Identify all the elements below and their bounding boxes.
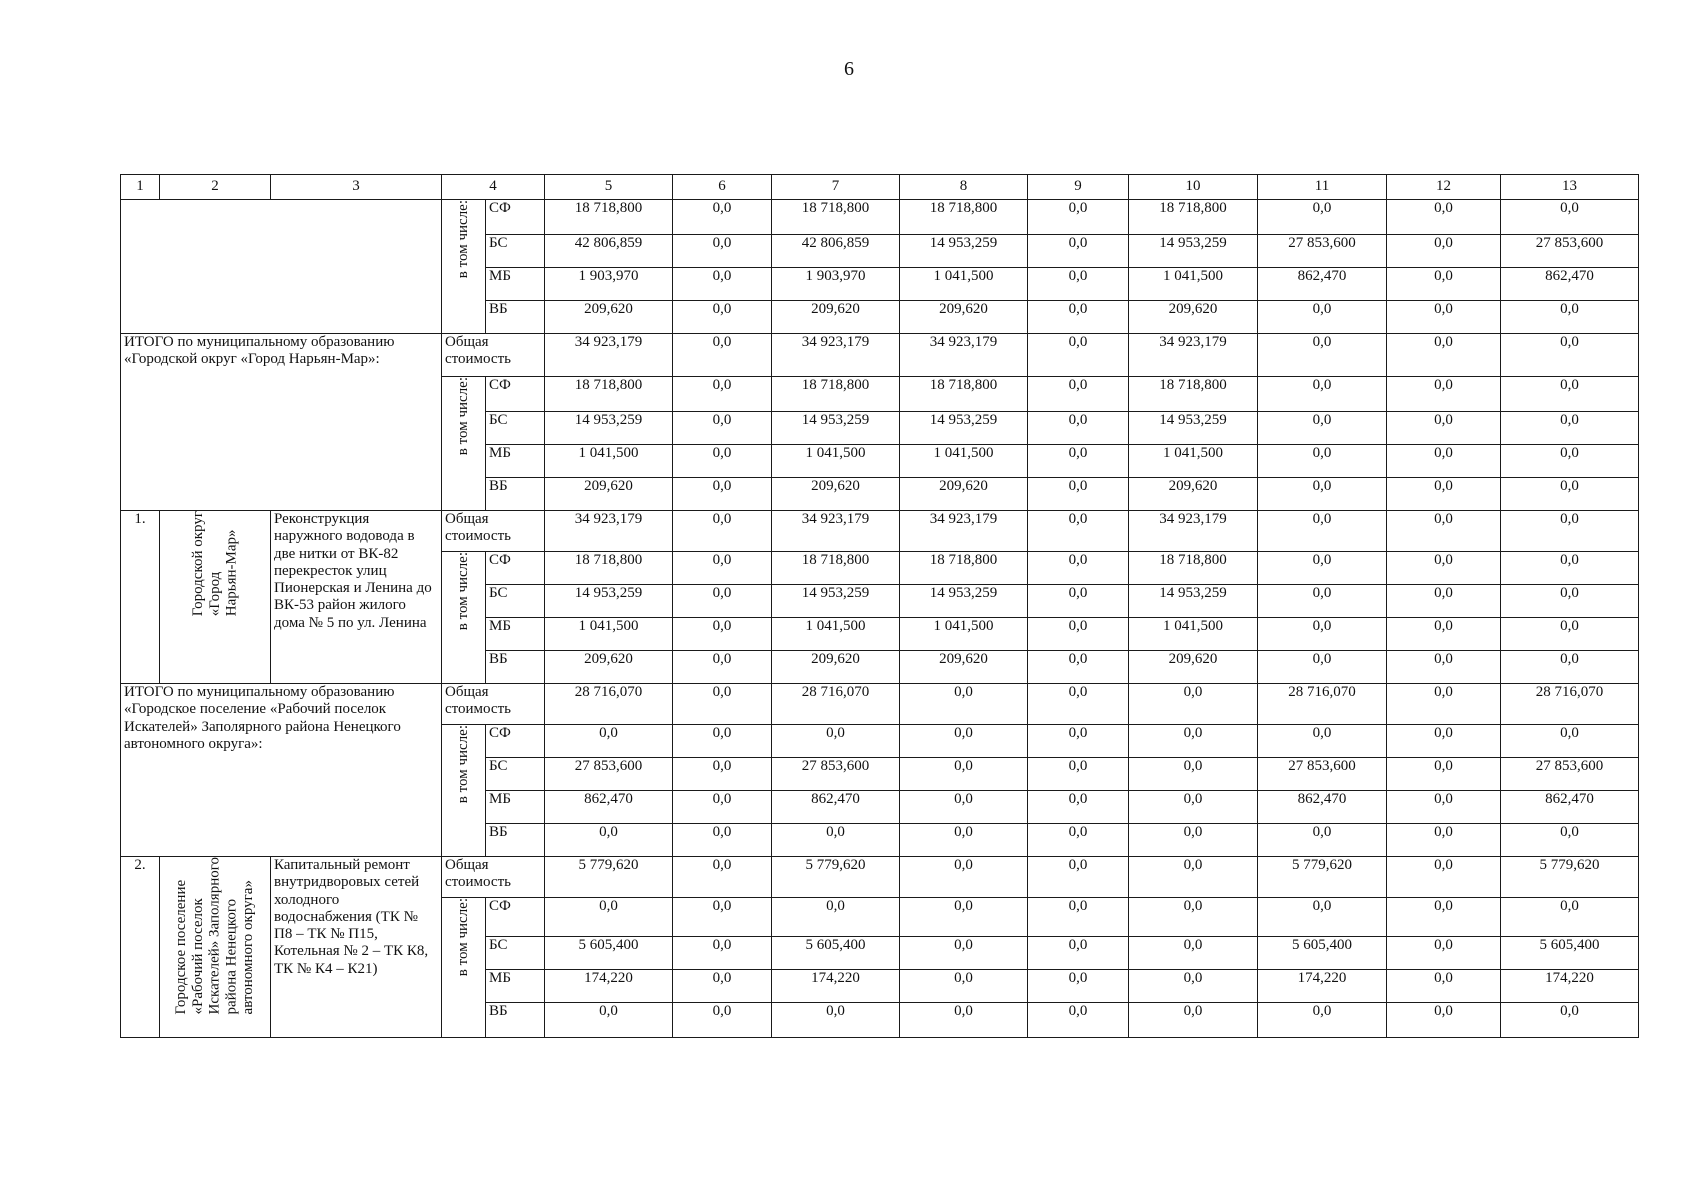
total-cost-label: Общая стоимость [442, 857, 545, 898]
value-cell: 0,0 [1028, 970, 1129, 1003]
municipality-label: Городской округ «Город Нарьян-Мар» [160, 511, 271, 684]
value-cell: 0,0 [673, 585, 772, 618]
value-cell: 0,0 [1028, 552, 1129, 585]
value-cell: 209,620 [545, 478, 673, 511]
value-cell: 5 779,620 [1258, 857, 1387, 898]
value-cell: 862,470 [545, 791, 673, 824]
value-cell: 174,220 [1258, 970, 1387, 1003]
value-cell: 0,0 [1028, 791, 1129, 824]
value-cell: 0,0 [1387, 511, 1501, 552]
value-cell: 0,0 [673, 268, 772, 301]
value-cell: 14 953,259 [900, 585, 1028, 618]
value-cell: 0,0 [1501, 824, 1639, 857]
value-cell: 0,0 [1387, 235, 1501, 268]
value-cell: 5 779,620 [772, 857, 900, 898]
value-cell: 0,0 [1387, 651, 1501, 684]
value-cell: 0,0 [673, 937, 772, 970]
value-cell: 34 923,179 [900, 334, 1028, 377]
value-cell: 0,0 [1028, 684, 1129, 725]
value-cell: 1 041,500 [772, 445, 900, 478]
source-label: ВБ [486, 478, 545, 511]
value-cell: 0,0 [1501, 725, 1639, 758]
value-cell: 0,0 [1387, 970, 1501, 1003]
value-cell: 34 923,179 [900, 511, 1028, 552]
value-cell: 0,0 [1258, 585, 1387, 618]
value-cell: 0,0 [1387, 552, 1501, 585]
source-label: БС [486, 235, 545, 268]
value-cell: 18 718,800 [1129, 200, 1258, 235]
value-cell: 0,0 [1258, 445, 1387, 478]
value-cell: 174,220 [545, 970, 673, 1003]
value-cell: 209,620 [772, 478, 900, 511]
value-cell: 0,0 [1129, 970, 1258, 1003]
value-cell: 0,0 [900, 937, 1028, 970]
value-cell: 862,470 [1501, 791, 1639, 824]
value-cell: 0,0 [1028, 200, 1129, 235]
value-cell: 0,0 [1387, 585, 1501, 618]
source-label: СФ [486, 552, 545, 585]
value-cell: 0,0 [1028, 445, 1129, 478]
value-cell: 0,0 [1028, 511, 1129, 552]
value-cell: 0,0 [1028, 824, 1129, 857]
value-cell: 1 041,500 [772, 618, 900, 651]
total-cost-label: Общая стоимость [442, 684, 545, 725]
col-header: 7 [772, 175, 900, 200]
value-cell: 0,0 [1501, 478, 1639, 511]
value-cell: 209,620 [1129, 478, 1258, 511]
value-cell: 14 953,259 [545, 585, 673, 618]
value-cell: 0,0 [1258, 200, 1387, 235]
value-cell: 0,0 [1501, 200, 1639, 235]
value-cell: 34 923,179 [545, 511, 673, 552]
value-cell: 0,0 [673, 511, 772, 552]
value-cell: 18 718,800 [772, 200, 900, 235]
object-name: Реконструкция наружного водовода в две нитки от ВК-82 перекресток улиц Пионерская и Ленина до ВК-53 район жилого дома № 5 по ул. Ленина [271, 511, 442, 684]
col-header: 12 [1387, 175, 1501, 200]
table-row [121, 857, 1639, 898]
value-cell: 14 953,259 [900, 412, 1028, 445]
value-cell: 42 806,859 [772, 235, 900, 268]
value-cell: 1 041,500 [900, 618, 1028, 651]
value-cell: 34 923,179 [772, 511, 900, 552]
value-cell: 0,0 [673, 1003, 772, 1038]
value-cell: 0,0 [1258, 301, 1387, 334]
col-header: 3 [271, 175, 442, 200]
value-cell: 0,0 [673, 651, 772, 684]
value-cell: 5 605,400 [1258, 937, 1387, 970]
value-cell: 862,470 [1501, 268, 1639, 301]
value-cell: 0,0 [1028, 618, 1129, 651]
source-label: МБ [486, 268, 545, 301]
total-cost-label: Общая стоимость [442, 334, 545, 377]
value-cell: 0,0 [1129, 937, 1258, 970]
value-cell: 18 718,800 [1129, 552, 1258, 585]
value-cell: 0,0 [1387, 301, 1501, 334]
value-cell: 0,0 [673, 301, 772, 334]
value-cell: 0,0 [673, 857, 772, 898]
value-cell: 174,220 [772, 970, 900, 1003]
value-cell: 174,220 [1501, 970, 1639, 1003]
page-number: 6 [844, 58, 854, 80]
source-label: МБ [486, 791, 545, 824]
value-cell: 862,470 [772, 791, 900, 824]
value-cell: 1 903,970 [545, 268, 673, 301]
source-label: БС [486, 937, 545, 970]
col-header: 5 [545, 175, 673, 200]
value-cell: 0,0 [1028, 235, 1129, 268]
value-cell: 0,0 [1258, 334, 1387, 377]
source-label: ВБ [486, 824, 545, 857]
value-cell: 18 718,800 [545, 200, 673, 235]
value-cell: 0,0 [1028, 1003, 1129, 1038]
value-cell: 0,0 [1501, 585, 1639, 618]
value-cell: 18 718,800 [772, 377, 900, 412]
value-cell: 0,0 [673, 791, 772, 824]
value-cell: 0,0 [1258, 412, 1387, 445]
col-header: 4 [442, 175, 545, 200]
value-cell: 18 718,800 [900, 200, 1028, 235]
value-cell: 0,0 [1387, 412, 1501, 445]
value-cell: 0,0 [673, 377, 772, 412]
value-cell: 0,0 [673, 684, 772, 725]
value-cell: 0,0 [1501, 552, 1639, 585]
value-cell: 0,0 [1387, 334, 1501, 377]
in-that-number-label: в том числе: [442, 552, 486, 684]
value-cell: 0,0 [673, 725, 772, 758]
value-cell: 862,470 [1258, 268, 1387, 301]
table-row [121, 200, 1639, 235]
value-cell: 1 041,500 [545, 445, 673, 478]
value-cell: 0,0 [673, 412, 772, 445]
value-cell: 209,620 [1129, 301, 1258, 334]
value-cell: 0,0 [673, 758, 772, 791]
value-cell: 5 779,620 [1501, 857, 1639, 898]
value-cell: 0,0 [1501, 445, 1639, 478]
value-cell: 14 953,259 [772, 412, 900, 445]
source-label: СФ [486, 377, 545, 412]
value-cell: 0,0 [1028, 377, 1129, 412]
value-cell: 14 953,259 [545, 412, 673, 445]
value-cell: 27 853,600 [772, 758, 900, 791]
value-cell: 0,0 [1258, 618, 1387, 651]
municipality-label: Городское поселение «Рабочий поселок Искателей» Заполярного района Ненецкого автономного округа» [160, 857, 271, 1038]
value-cell: 0,0 [1258, 478, 1387, 511]
object-name: Капитальный ремонт внутридворовых сетей холодного водоснабжения (ТК № П8 – ТК № П15, Котельная № 2 – ТК К8, ТК № К4 – К21) [271, 857, 442, 1038]
value-cell: 209,620 [900, 651, 1028, 684]
value-cell: 34 923,179 [1129, 334, 1258, 377]
value-cell: 1 041,500 [1129, 618, 1258, 651]
value-cell: 0,0 [1028, 412, 1129, 445]
value-cell: 0,0 [1129, 725, 1258, 758]
value-cell: 0,0 [1387, 824, 1501, 857]
value-cell: 0,0 [1028, 478, 1129, 511]
value-cell: 0,0 [1258, 377, 1387, 412]
value-cell: 0,0 [1501, 1003, 1639, 1038]
value-cell: 18 718,800 [545, 552, 673, 585]
value-cell: 34 923,179 [545, 334, 673, 377]
value-cell: 0,0 [772, 824, 900, 857]
value-cell: 0,0 [1129, 684, 1258, 725]
value-cell: 34 923,179 [1129, 511, 1258, 552]
value-cell: 0,0 [1129, 898, 1258, 937]
value-cell: 209,620 [900, 301, 1028, 334]
col-header: 11 [1258, 175, 1387, 200]
value-cell: 0,0 [1129, 758, 1258, 791]
source-label: ВБ [486, 651, 545, 684]
value-cell: 18 718,800 [772, 552, 900, 585]
itogo-naryan-mar: ИТОГО по муниципальному образованию «Городской округ «Город Нарьян-Мар»: [121, 334, 442, 511]
value-cell: 0,0 [900, 1003, 1028, 1038]
value-cell: 0,0 [1387, 857, 1501, 898]
value-cell: 0,0 [1258, 725, 1387, 758]
value-cell: 0,0 [900, 758, 1028, 791]
value-cell: 0,0 [673, 200, 772, 235]
value-cell: 0,0 [545, 898, 673, 937]
budget-table [120, 174, 1639, 1038]
value-cell: 862,470 [1258, 791, 1387, 824]
value-cell: 0,0 [900, 898, 1028, 937]
value-cell: 0,0 [1129, 857, 1258, 898]
value-cell: 0,0 [1501, 301, 1639, 334]
value-cell: 28 716,070 [772, 684, 900, 725]
value-cell: 0,0 [673, 824, 772, 857]
value-cell: 0,0 [673, 618, 772, 651]
col-header: 2 [160, 175, 271, 200]
value-cell: 42 806,859 [545, 235, 673, 268]
value-cell: 5 605,400 [1501, 937, 1639, 970]
value-cell: 27 853,600 [1258, 758, 1387, 791]
source-label: ВБ [486, 301, 545, 334]
source-label: СФ [486, 200, 545, 235]
value-cell: 0,0 [772, 725, 900, 758]
value-cell: 0,0 [673, 552, 772, 585]
in-that-number-label: в том числе: [442, 200, 486, 334]
value-cell: 0,0 [1028, 857, 1129, 898]
value-cell: 0,0 [673, 445, 772, 478]
value-cell: 0,0 [1501, 511, 1639, 552]
value-cell: 0,0 [1258, 552, 1387, 585]
value-cell: 34 923,179 [772, 334, 900, 377]
value-cell: 14 953,259 [900, 235, 1028, 268]
value-cell: 5 605,400 [772, 937, 900, 970]
value-cell: 1 041,500 [1129, 268, 1258, 301]
value-cell: 0,0 [1028, 725, 1129, 758]
value-cell: 14 953,259 [1129, 585, 1258, 618]
value-cell: 0,0 [1387, 478, 1501, 511]
source-label: СФ [486, 898, 545, 937]
source-label: МБ [486, 618, 545, 651]
value-cell: 18 718,800 [1129, 377, 1258, 412]
value-cell: 28 716,070 [545, 684, 673, 725]
value-cell: 0,0 [1501, 334, 1639, 377]
value-cell: 0,0 [545, 1003, 673, 1038]
value-cell: 0,0 [1387, 445, 1501, 478]
value-cell: 27 853,600 [1501, 235, 1639, 268]
empty-cell [121, 200, 442, 334]
value-cell: 0,0 [900, 791, 1028, 824]
col-header: 9 [1028, 175, 1129, 200]
value-cell: 0,0 [1501, 412, 1639, 445]
value-cell: 0,0 [1258, 824, 1387, 857]
value-cell: 27 853,600 [1258, 235, 1387, 268]
value-cell: 0,0 [673, 898, 772, 937]
value-cell: 28 716,070 [1501, 684, 1639, 725]
value-cell: 209,620 [1129, 651, 1258, 684]
col-header: 8 [900, 175, 1028, 200]
col-header: 13 [1501, 175, 1639, 200]
value-cell: 0,0 [545, 725, 673, 758]
value-cell: 209,620 [545, 651, 673, 684]
total-cost-label: Общая стоимость [442, 511, 545, 552]
value-cell: 0,0 [1387, 725, 1501, 758]
value-cell: 0,0 [1258, 1003, 1387, 1038]
value-cell: 0,0 [1258, 651, 1387, 684]
itogo-iskateley: ИТОГО по муниципальному образованию «Городское поселение «Рабочий поселок Искателей» Заполярного района Ненецкого автономного округа»: [121, 684, 442, 857]
value-cell: 209,620 [772, 651, 900, 684]
value-cell: 0,0 [1501, 377, 1639, 412]
value-cell: 0,0 [1028, 585, 1129, 618]
value-cell: 0,0 [1028, 334, 1129, 377]
source-label: БС [486, 585, 545, 618]
value-cell: 27 853,600 [545, 758, 673, 791]
value-cell: 14 953,259 [1129, 412, 1258, 445]
column-number-row [121, 175, 1639, 200]
source-label: БС [486, 412, 545, 445]
value-cell: 0,0 [1028, 898, 1129, 937]
value-cell: 0,0 [1387, 1003, 1501, 1038]
source-label: БС [486, 758, 545, 791]
value-cell: 18 718,800 [900, 552, 1028, 585]
item-number: 1. [121, 511, 160, 684]
value-cell: 0,0 [1129, 791, 1258, 824]
value-cell: 0,0 [1258, 511, 1387, 552]
value-cell: 0,0 [900, 684, 1028, 725]
value-cell: 0,0 [673, 235, 772, 268]
value-cell: 0,0 [1387, 758, 1501, 791]
value-cell: 0,0 [1129, 1003, 1258, 1038]
value-cell: 0,0 [772, 1003, 900, 1038]
value-cell: 0,0 [900, 970, 1028, 1003]
table-row [121, 334, 1639, 377]
value-cell: 0,0 [900, 857, 1028, 898]
value-cell: 0,0 [1387, 684, 1501, 725]
value-cell: 0,0 [1387, 937, 1501, 970]
value-cell: 0,0 [1501, 898, 1639, 937]
value-cell: 0,0 [1387, 791, 1501, 824]
col-header: 6 [673, 175, 772, 200]
value-cell: 14 953,259 [1129, 235, 1258, 268]
value-cell: 0,0 [545, 824, 673, 857]
value-cell: 0,0 [1387, 377, 1501, 412]
source-label: СФ [486, 725, 545, 758]
value-cell: 0,0 [1028, 758, 1129, 791]
value-cell: 0,0 [1028, 651, 1129, 684]
table-row [121, 684, 1639, 725]
value-cell: 0,0 [900, 725, 1028, 758]
value-cell: 0,0 [1387, 268, 1501, 301]
value-cell: 0,0 [1028, 301, 1129, 334]
value-cell: 0,0 [1028, 268, 1129, 301]
source-label: МБ [486, 445, 545, 478]
value-cell: 0,0 [772, 898, 900, 937]
value-cell: 1 041,500 [1129, 445, 1258, 478]
source-label: МБ [486, 970, 545, 1003]
value-cell: 209,620 [772, 301, 900, 334]
value-cell: 0,0 [900, 824, 1028, 857]
source-label: ВБ [486, 1003, 545, 1038]
value-cell: 1 903,970 [772, 268, 900, 301]
value-cell: 27 853,600 [1501, 758, 1639, 791]
value-cell: 0,0 [1501, 618, 1639, 651]
value-cell: 209,620 [900, 478, 1028, 511]
in-that-number-label: в том числе: [442, 377, 486, 511]
value-cell: 5 779,620 [545, 857, 673, 898]
col-header: 1 [121, 175, 160, 200]
value-cell: 0,0 [1129, 824, 1258, 857]
value-cell: 0,0 [673, 334, 772, 377]
value-cell: 0,0 [1028, 937, 1129, 970]
item-number: 2. [121, 857, 160, 1038]
value-cell: 0,0 [1387, 618, 1501, 651]
value-cell: 18 718,800 [900, 377, 1028, 412]
value-cell: 14 953,259 [772, 585, 900, 618]
value-cell: 0,0 [673, 478, 772, 511]
table-row [121, 511, 1639, 552]
value-cell: 0,0 [1501, 651, 1639, 684]
value-cell: 0,0 [1387, 898, 1501, 937]
value-cell: 1 041,500 [545, 618, 673, 651]
value-cell: 18 718,800 [545, 377, 673, 412]
value-cell: 0,0 [673, 970, 772, 1003]
in-that-number-label: в том числе: [442, 725, 486, 857]
value-cell: 0,0 [1258, 898, 1387, 937]
value-cell: 1 041,500 [900, 445, 1028, 478]
value-cell: 209,620 [545, 301, 673, 334]
col-header: 10 [1129, 175, 1258, 200]
value-cell: 28 716,070 [1258, 684, 1387, 725]
value-cell: 1 041,500 [900, 268, 1028, 301]
value-cell: 5 605,400 [545, 937, 673, 970]
value-cell: 0,0 [1387, 200, 1501, 235]
in-that-number-label: в том числе: [442, 898, 486, 1038]
